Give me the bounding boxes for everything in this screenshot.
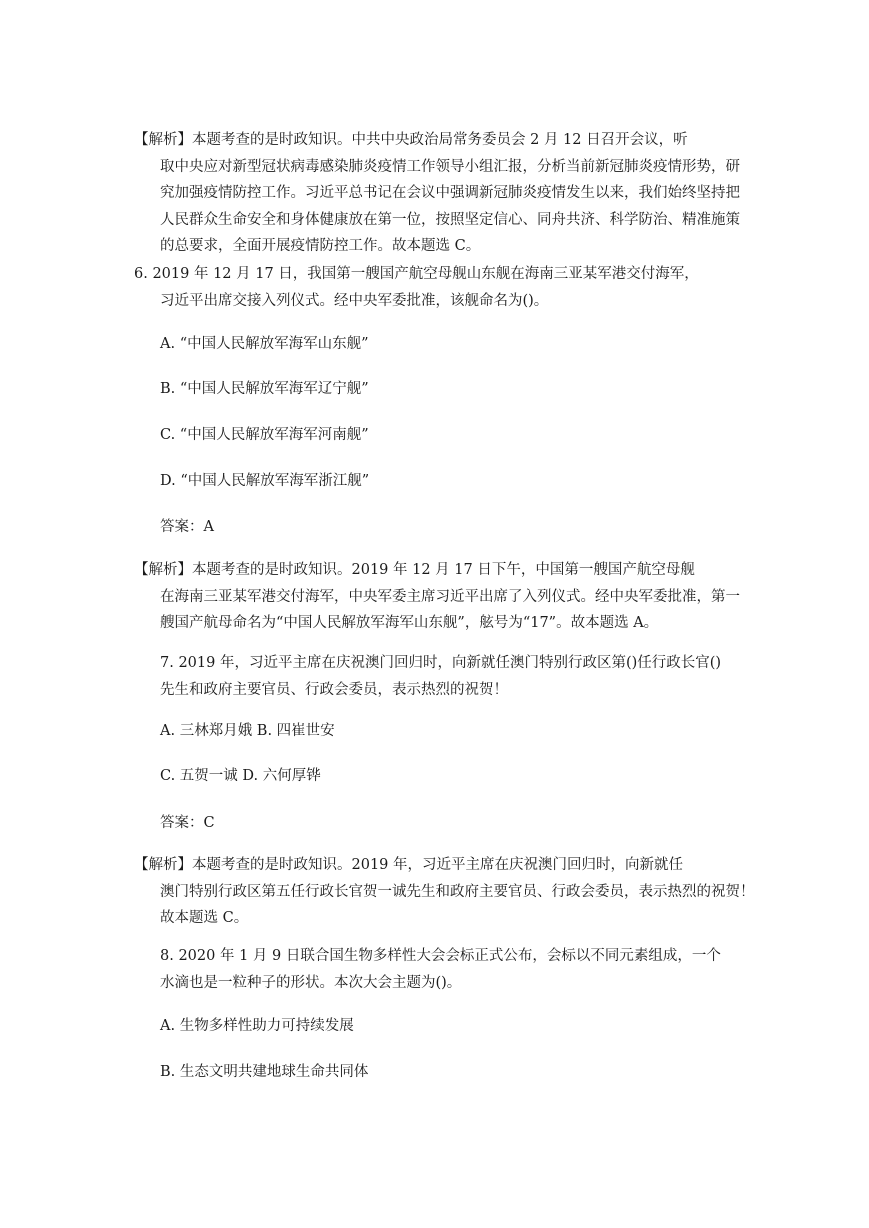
q8-option-b: B. 生态文明共建地球生命共同体 (160, 1064, 369, 1080)
q6-option-a: A. “中国人民解放军海军山东舰” (160, 336, 369, 352)
q7-answer: 答案：C (160, 815, 215, 831)
text-line: 【解析】本题考查的是时政知识。2019 年，习近平主席在庆祝澳门回归时，向新就任 (134, 857, 684, 873)
text-line: 取中央应对新型冠状病毒感染肺炎疫情工作领导小组汇报，分析当前新冠肺炎疫情形势，研 (160, 158, 740, 175)
question-line: 8. 2020 年 1 月 9 日联合国生物多样性大会会标正式公布，会标以不同元素组成，一个 (160, 948, 721, 964)
text-line: 究加强疫情防控工作。习近平总书记在会议中强调新冠肺炎疫情发生以来，我们始终坚持把 (160, 185, 740, 201)
question-6 (134, 261, 745, 314)
q7-option-ab: A. 三林郑月娥 B. 四崔世安 (160, 723, 335, 739)
q7-option-cd: C. 五贺一诚 D. 六何厚铧 (160, 768, 321, 784)
question-line: 7. 2019 年，习近平主席在庆祝澳门回归时，向新就任澳门特别行政区第()任行政长官() (160, 655, 722, 671)
text-line: 【解析】本题考查的是时政知识。2019 年 12 月 17 日下午，中国第一艘国产航空母舰 (134, 562, 695, 578)
text-line: 艘国产航母命名为“中国人民解放军海军山东舰”，舷号为“17”。故本题选 A。 (160, 615, 659, 631)
q6-option-b: B. “中国人民解放军海军辽宁舰” (160, 381, 369, 397)
question-8 (160, 943, 745, 996)
q6-option-c: C. “中国人民解放军海军河南舰” (160, 427, 369, 443)
q7-analysis (134, 852, 755, 932)
text-line: 【解析】本题考查的是时政知识。中共中央政治局常务委员会 2 月 12 日召开会议，听 (134, 132, 688, 148)
text-line: 在海南三亚某军港交付海军，中央军委主席习近平出席了入列仪式。经中央军委批准，第一 (160, 588, 740, 605)
analysis-q5 (134, 127, 745, 260)
question-line: 水滴也是一粒种子的形状。本次大会主题为()。 (160, 974, 462, 991)
q6-option-d: D. “中国人民解放军海军浙江舰” (160, 473, 370, 489)
question-line: 先生和政府主要官员、行政会委员，表示热烈的祝贺！ (160, 681, 508, 698)
question-7 (160, 650, 745, 703)
q8-option-a: A. 生物多样性助力可持续发展 (160, 1018, 354, 1034)
q6-analysis (134, 557, 745, 637)
text-line: 澳门特别行政区第五任行政长官贺一诚先生和政府主要官员、行政会委员，表示热烈的祝贺！ (160, 883, 755, 900)
text-line: 故本题选 C。 (160, 910, 249, 926)
text-line: 人民群众生命安全和身体健康放在第一位，按照坚定信心、同舟共济、科学防治、精准施策 (160, 211, 740, 228)
text-line: 的总要求，全面开展疫情防控工作。故本题选 C。 (160, 238, 481, 254)
q6-answer: 答案：A (160, 519, 214, 535)
question-line: 6. 2019 年 12 月 17 日，我国第一艘国产航空母舰山东舰在海南三亚某军港交付海军， (134, 266, 699, 282)
question-line: 习近平出席交接入列仪式。经中央军委批准，该舰命名为()。 (160, 292, 549, 309)
